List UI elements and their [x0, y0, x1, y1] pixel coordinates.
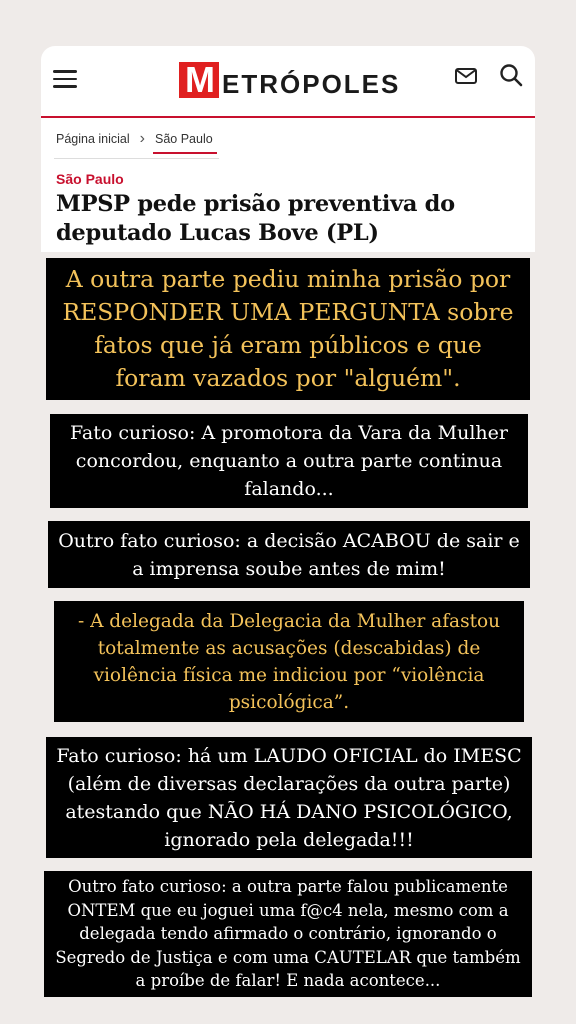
- caption-text-3: Outro fato curioso: a decisão ACABOU de sair e a imprensa soube antes de mim!: [58, 529, 520, 580]
- caption-text-2: Fato curioso: A promotora da Vara da Mulher concordou, enquanto a outra parte continua falando...: [69, 422, 508, 500]
- search-icon[interactable]: [499, 63, 523, 87]
- breadcrumb-current-link[interactable]: São Paulo: [155, 132, 213, 146]
- section-tag[interactable]: São Paulo: [56, 171, 124, 187]
- breadcrumb-home-link[interactable]: Página inicial: [56, 132, 130, 146]
- header-divider: [41, 116, 535, 118]
- logo-wordmark: ETRÓPOLES: [222, 69, 401, 99]
- caption-text-5: Fato curioso: há um LAUDO OFICIAL do IMESC (além de diversas declarações da outra parte) atestando que NÃO HÁ DANO PSICOLÓGICO, ignorado pela delegada!!!: [56, 744, 522, 851]
- caption-box-5: [46, 737, 532, 858]
- article-card: [41, 46, 535, 252]
- caption-box-6: [44, 871, 532, 997]
- caption-text-6: Outro fato curioso: a outra parte falou publicamente ONTEM que eu joguei uma f@c4 nela, mesmo com a delegada tendo afirmado o contrário, ignorando o Segredo de Justiça e com uma CAUTELAR que também a proíbe de falar! E nada acontece...: [55, 877, 521, 991]
- breadcrumb: [56, 126, 213, 152]
- caption-box-3: [48, 521, 530, 588]
- caption-text-1: A outra parte pediu minha prisão por RESPONDER UMA PERGUNTA sobre fatos que já eram públicos e que foram vazados por "alguém".: [62, 265, 514, 392]
- site-logo[interactable]: [179, 58, 400, 98]
- breadcrumb-underline: [54, 158, 219, 159]
- caption-box-2: [50, 414, 528, 508]
- caption-text-4: - A delegada da Delegacia da Mulher afastou totalmente as acusações (descabidas) de violência física me indiciou por “violência psicológica”.: [77, 610, 501, 713]
- caption-box-4: [54, 601, 524, 722]
- article-headline[interactable]: MPSP pede prisão preventiva do deputado Lucas Bove (PL): [56, 191, 455, 246]
- chevron-right-icon: ›: [139, 130, 145, 147]
- caption-box-1: [46, 258, 530, 400]
- mail-icon[interactable]: [455, 68, 477, 84]
- hamburger-menu-icon[interactable]: [53, 70, 77, 88]
- logo-mark: M: [179, 62, 219, 98]
- site-header: [41, 46, 535, 118]
